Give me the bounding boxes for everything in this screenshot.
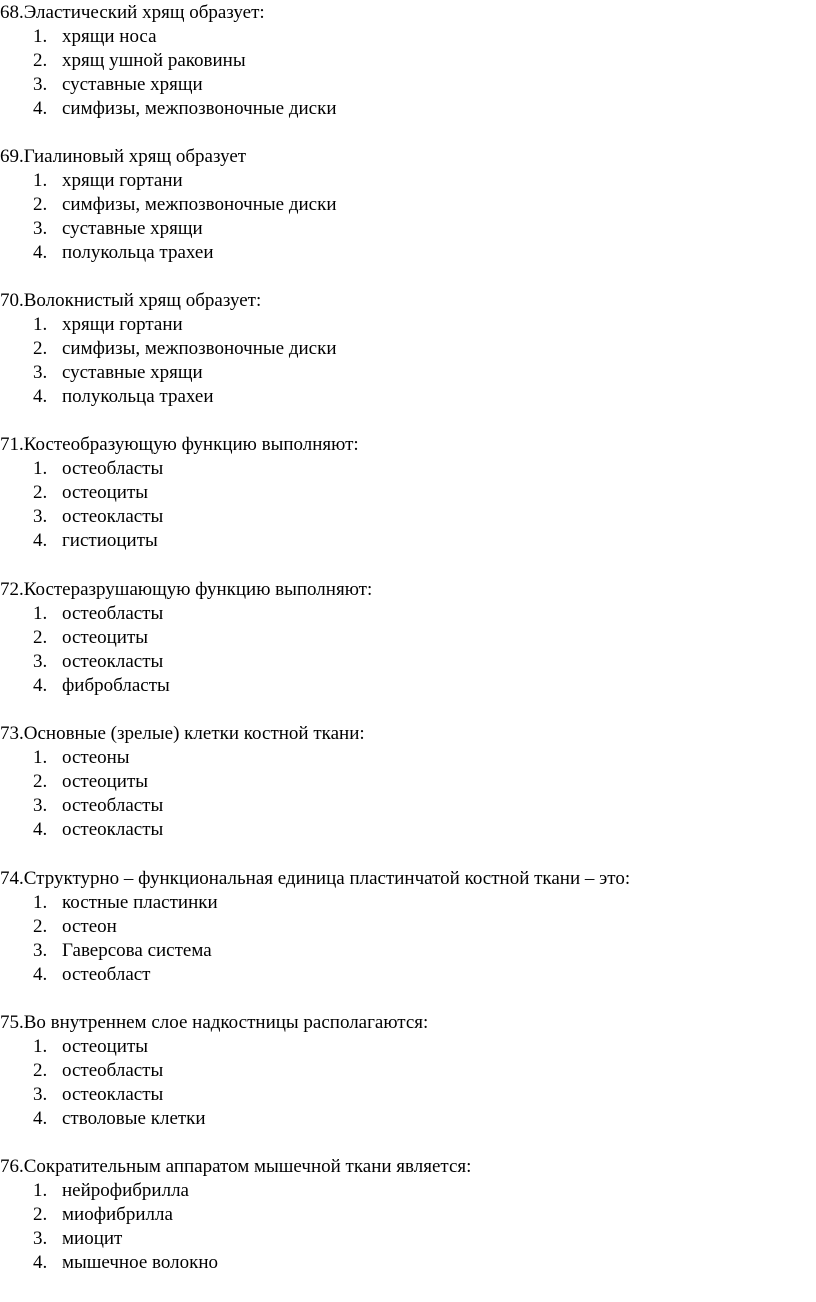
answer-option [0,217,816,241]
answer-number: 4. [33,675,48,696]
answer-option [0,49,816,73]
answer-option [0,1059,816,1083]
answer-option [0,241,816,265]
question-number: 70. [0,290,24,311]
answer-option [0,650,816,674]
question-text: Во внутреннем слое надкостницы располагаются: [23,1012,429,1033]
answer-number: 1. [33,892,48,913]
answer-text: остеон [62,916,117,937]
answer-text: костные пластинки [62,892,218,913]
question-number: 74. [0,868,24,889]
answer-number: 2. [33,1204,48,1225]
answer-option [0,529,816,553]
question-text: Волокнистый хрящ образует: [23,290,262,311]
answer-text: суставные хрящи [62,218,203,239]
answer-text: нейрофибрилла [62,1180,189,1201]
answer-option [0,313,816,337]
answer-number: 3. [33,74,48,95]
answer-option [0,770,816,794]
question-68 [0,1,816,121]
answer-number: 3. [33,795,48,816]
answer-number: 4. [33,242,48,263]
answer-list [0,313,816,409]
answer-number: 2. [33,1060,48,1081]
answer-option [0,457,816,481]
answer-text: остеокласты [62,819,164,840]
answer-number: 4. [33,1108,48,1129]
answer-text: мышечное волокно [62,1252,218,1273]
answer-text: хрящи носа [62,26,157,47]
answer-text: хрящи гортани [62,170,183,191]
answer-option [0,97,816,121]
question-69 [0,145,816,265]
answer-list [0,25,816,121]
answer-list [0,457,816,553]
question-number: 76. [0,1156,24,1177]
answer-option [0,505,816,529]
answer-option [0,915,816,939]
answer-option [0,1035,816,1059]
question-number: 68. [0,2,24,23]
answer-number: 3. [33,362,48,383]
answer-number: 4. [33,819,48,840]
answer-option [0,1179,816,1203]
answer-option [0,1083,816,1107]
question-70 [0,289,816,409]
answer-number: 1. [33,1180,48,1201]
answer-option [0,1227,816,1251]
answer-text: Гаверсова система [62,940,212,961]
question-title [0,289,816,313]
answer-number: 3. [33,218,48,239]
answer-text: фибробласты [62,675,170,696]
answer-text: симфизы, межпозвоночные диски [62,98,337,119]
answer-number: 1. [33,603,48,624]
answer-number: 2. [33,627,48,648]
answer-number: 4. [33,98,48,119]
answer-number: 4. [33,964,48,985]
question-text: Гиалиновый хрящ образует [23,146,247,167]
question-title [0,867,816,891]
question-number: 75. [0,1012,24,1033]
answer-number: 3. [33,940,48,961]
question-75 [0,1011,816,1131]
answer-text: остеобласты [62,795,164,816]
answer-text: симфизы, межпозвоночные диски [62,194,337,215]
question-title [0,578,816,602]
question-number: 69. [0,146,24,167]
answer-list [0,602,816,698]
answer-option [0,1107,816,1131]
answer-text: остеоциты [62,482,149,503]
question-74 [0,867,816,987]
answer-text: остеоциты [62,627,149,648]
answer-number: 3. [33,651,48,672]
answer-option [0,602,816,626]
answer-number: 4. [33,1252,48,1273]
answer-number: 2. [33,50,48,71]
answer-option [0,385,816,409]
answer-option [0,1251,816,1275]
question-72 [0,578,816,698]
question-number: 71. [0,434,24,455]
answer-option [0,337,816,361]
answer-text: миофибрилла [62,1204,173,1225]
answer-option [0,169,816,193]
answer-number: 4. [33,386,48,407]
answer-text: остеокласты [62,1084,164,1105]
answer-text: суставные хрящи [62,74,203,95]
answer-text: гистиоциты [62,530,158,551]
answer-text: остеоциты [62,1036,149,1057]
answer-number: 2. [33,338,48,359]
answer-number: 1. [33,747,48,768]
answer-option [0,193,816,217]
answer-number: 2. [33,771,48,792]
question-number: 73. [0,723,24,744]
answer-text: хрящи гортани [62,314,183,335]
answer-text: остеобласт [62,964,151,985]
question-71 [0,433,816,553]
answer-option [0,1203,816,1227]
answer-number: 1. [33,170,48,191]
answer-text: полукольца трахеи [62,242,214,263]
answer-option [0,818,816,842]
answer-number: 3. [33,1084,48,1105]
answer-text: полукольца трахеи [62,386,214,407]
answer-number: 2. [33,194,48,215]
answer-text: хрящ ушной раковины [62,50,246,71]
question-text: Костеразрушающую функцию выполняют: [23,579,373,600]
answer-text: остеобласты [62,603,164,624]
question-text: Эластический хрящ образует: [23,2,265,23]
question-title [0,1,816,25]
question-text: Костеобразующую функцию выполняют: [23,434,359,455]
answer-text: стволовые клетки [62,1108,206,1129]
question-title [0,1155,816,1179]
question-title [0,433,816,457]
answer-list [0,1035,816,1131]
answer-number: 1. [33,314,48,335]
answer-option [0,963,816,987]
answer-list [0,169,816,265]
answer-option [0,73,816,97]
question-text: Основные (зрелые) клетки костной ткани: [23,723,365,744]
answer-number: 3. [33,506,48,527]
answer-text: симфизы, межпозвоночные диски [62,338,337,359]
answer-option [0,481,816,505]
question-title [0,722,816,746]
answer-text: остеокласты [62,651,164,672]
answer-text: остеокласты [62,506,164,527]
question-number: 72. [0,579,24,600]
answer-text: остеоциты [62,771,149,792]
answer-option [0,674,816,698]
answer-option [0,794,816,818]
answer-number: 2. [33,482,48,503]
answer-list [0,1179,816,1275]
question-73 [0,722,816,842]
answer-text: остеоны [62,747,130,768]
answer-text: остеобласты [62,458,164,479]
answer-number: 4. [33,530,48,551]
answer-option [0,25,816,49]
answer-number: 1. [33,26,48,47]
answer-text: суставные хрящи [62,362,203,383]
question-76 [0,1155,816,1275]
answer-option [0,891,816,915]
answer-option [0,939,816,963]
question-title [0,1011,816,1035]
question-text: Сократительным аппаратом мышечной ткани является: [23,1156,472,1177]
answer-number: 1. [33,458,48,479]
answer-text: миоцит [62,1228,123,1249]
answer-number: 1. [33,1036,48,1057]
answer-list [0,746,816,842]
question-title [0,145,816,169]
answer-number: 2. [33,916,48,937]
answer-list [0,891,816,987]
answer-number: 3. [33,1228,48,1249]
answer-option [0,626,816,650]
answer-option [0,746,816,770]
question-text: Структурно – функциональная единица пластинчатой костной ткани – это: [23,868,631,889]
answer-option [0,361,816,385]
answer-text: остеобласты [62,1060,164,1081]
